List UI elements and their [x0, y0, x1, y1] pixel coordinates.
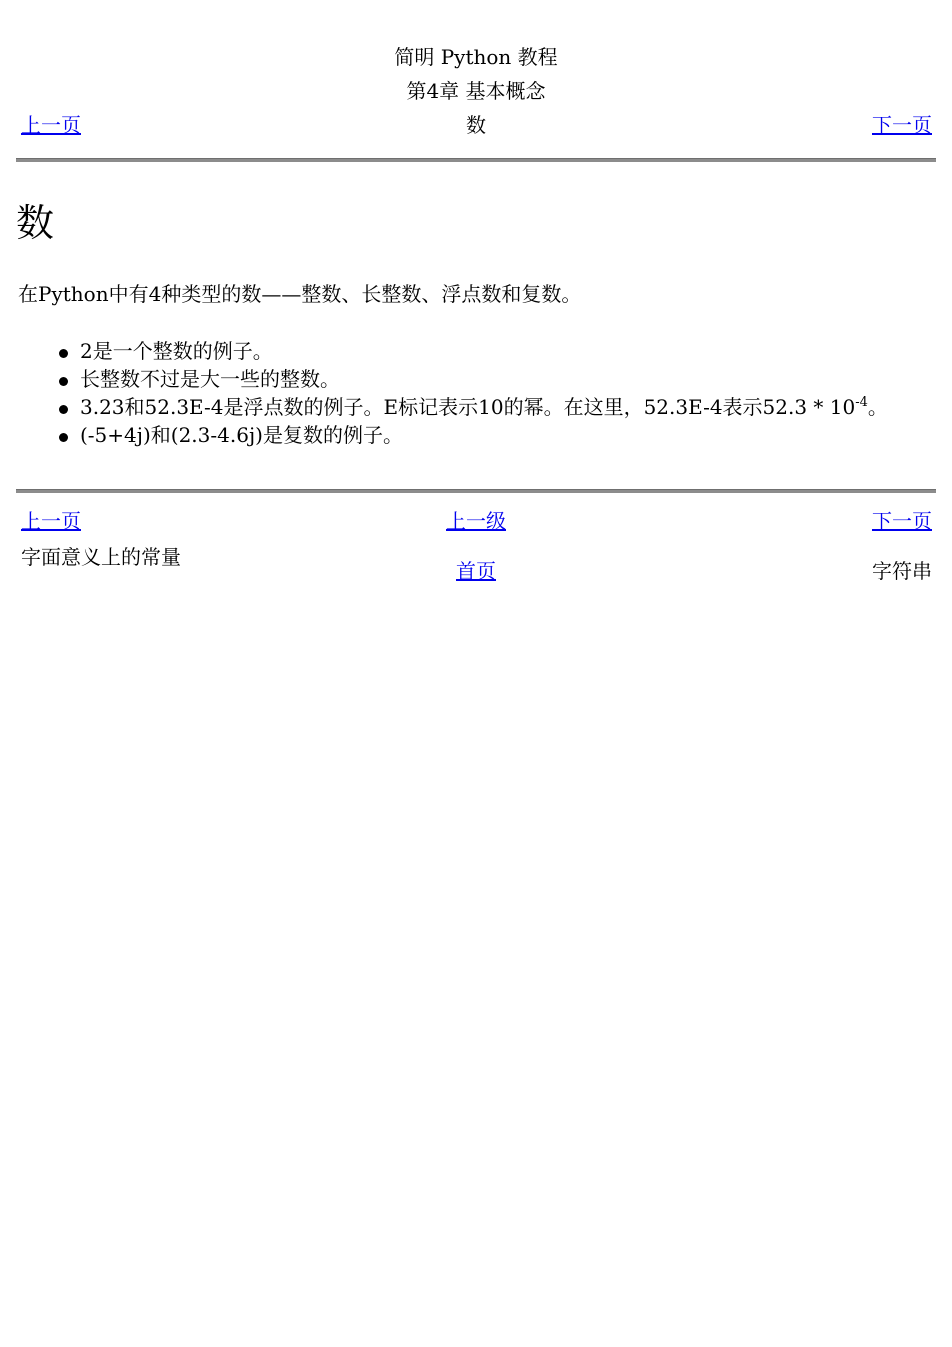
- page-heading: 数: [16, 201, 55, 245]
- number-types-list: [56, 337, 888, 449]
- intro-paragraph: 在Python中有4种类型的数——整数、长整数、浮点数和复数。: [18, 282, 582, 306]
- header-navigation: [16, 40, 936, 142]
- section-title: 数: [466, 113, 486, 137]
- footer-up-link[interactable]: 上一级: [446, 509, 506, 533]
- bullet-icon: [59, 405, 68, 414]
- footer-divider: [16, 489, 936, 493]
- list-item-text: (-5+4j)和(2.3-4.6j)是复数的例子。: [80, 423, 403, 447]
- list-item: [56, 393, 888, 421]
- book-title: 简明 Python 教程: [394, 45, 558, 69]
- bullet-icon: [59, 349, 68, 358]
- footer-prev-link[interactable]: 上一页: [21, 509, 81, 533]
- bullet-icon: [59, 377, 68, 386]
- header-divider: [16, 158, 936, 162]
- list-item-text: 2是一个整数的例子。: [80, 339, 273, 363]
- home-link[interactable]: 首页: [456, 559, 496, 583]
- chapter-title: 第4章 基本概念: [406, 79, 546, 103]
- list-item: [56, 337, 888, 365]
- list-item-text: 长整数不过是大一些的整数。: [80, 367, 340, 391]
- footer-next-link[interactable]: 下一页: [872, 509, 932, 533]
- list-item: [56, 421, 888, 449]
- list-item: [56, 365, 888, 393]
- prev-page-title: 字面意义上的常量: [21, 545, 181, 569]
- exponent: -4: [855, 395, 868, 410]
- header-next-link[interactable]: 下一页: [872, 113, 932, 137]
- list-item-tail: 。: [867, 395, 888, 419]
- header-prev-link[interactable]: 上一页: [21, 113, 81, 137]
- header-nav-row: [16, 108, 936, 142]
- list-item-text: 3.23和52.3E-4是浮点数的例子。E标记表示10的幂。在这里，52.3E-4表示52.3 * 10: [80, 395, 856, 419]
- next-page-title: 字符串: [872, 559, 932, 583]
- bullet-icon: [59, 433, 68, 442]
